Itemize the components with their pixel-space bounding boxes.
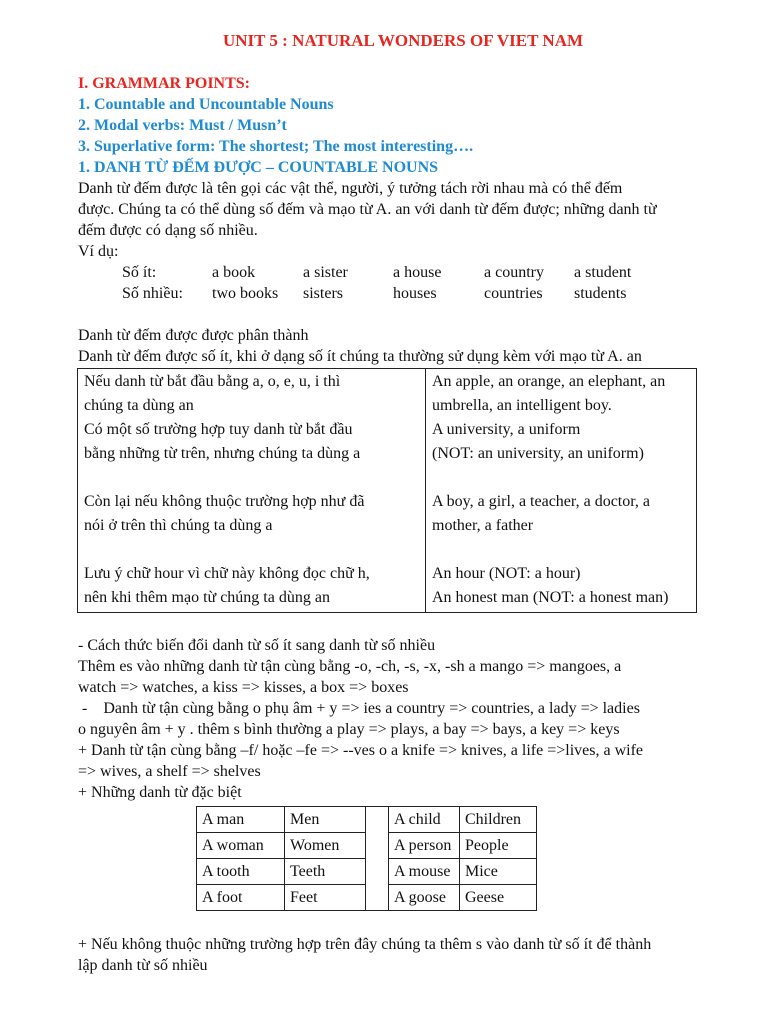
table-cell: A tooth	[197, 859, 285, 885]
table-row	[389, 833, 537, 859]
table-row	[389, 859, 537, 885]
example-cell: a country	[484, 264, 544, 281]
plural-rule-line: + Những danh từ đặc biệt	[78, 784, 242, 801]
example-cell: countries	[484, 285, 543, 302]
table-cell: A child	[389, 807, 460, 833]
example-cell: two books	[212, 285, 279, 302]
table-cell: Men	[285, 807, 366, 833]
table-row	[197, 859, 366, 885]
table-row	[197, 885, 366, 911]
example-cell: a student	[574, 264, 632, 281]
page-title: UNIT 5 : NATURAL WONDERS OF VIET NAM	[222, 31, 584, 50]
grammar-point: 3. Superlative form: The shortest; The most interesting….	[78, 138, 474, 155]
plural-rule-line: + Danh từ tận cùng bằng –f/ hoặc –fe => --ves o a knife => knives, a life =>lives, a wife	[78, 742, 643, 759]
table-cell: A mouse	[389, 859, 460, 885]
closing-line: + Nếu không thuộc những trường hợp trên đây chúng ta thêm s vào danh từ số ít để thành	[78, 936, 652, 953]
plural-rule-line: - Cách thức biến đổi danh từ số ít sang danh từ số nhiều	[78, 637, 436, 654]
rule-line: nói ở trên thì chúng ta dùng a	[84, 517, 273, 534]
closing-line: lập danh từ số nhiều	[78, 957, 208, 974]
irregular-table-left	[196, 806, 366, 911]
classify-line: Danh từ đếm được được phân thành	[78, 327, 309, 344]
intro-line: Danh từ đếm được là tên gọi các vật thể, người, ý tưởng tách rời nhau mà có thể đếm	[78, 180, 623, 197]
table-cell: Feet	[285, 885, 366, 911]
examples-plural-row	[122, 283, 718, 304]
example-cell: a book	[212, 264, 256, 281]
irregular-nouns-tables	[196, 806, 718, 911]
example-cell: students	[574, 285, 627, 302]
plural-rule-line: o nguyên âm + y . thêm s bình thường a play => plays, a bay => bays, a key => keys	[78, 721, 620, 738]
intro-line: đếm được có dạng số nhiều.	[78, 222, 258, 239]
table-cell: Geese	[460, 885, 537, 911]
table-row	[389, 807, 537, 833]
table-cell: A man	[197, 807, 285, 833]
table-row	[389, 885, 537, 911]
table-row	[197, 807, 366, 833]
rule-line: chúng ta dùng an	[84, 397, 194, 414]
example-cell: a house	[393, 264, 442, 281]
example-cell: Số nhiều:	[122, 285, 183, 302]
example-line: An apple, an orange, an elephant, an	[432, 373, 666, 390]
rule-line: Có một số trường hợp tuy danh từ bắt đầu	[84, 421, 353, 438]
example-label: Ví dụ:	[78, 243, 119, 260]
section-heading: 1. DANH TỪ ĐẾM ĐƯỢC – COUNTABLE NOUNS	[78, 159, 439, 176]
table-cell: Women	[285, 833, 366, 859]
example-line: umbrella, an intelligent boy.	[432, 397, 612, 414]
grammar-point: 2. Modal verbs: Must / Musn’t	[78, 117, 287, 134]
rules-left-cell	[78, 369, 426, 613]
table-separator	[366, 806, 389, 911]
table-row	[197, 833, 366, 859]
rule-line: bằng những từ trên, nhưng chúng ta dùng a	[84, 445, 361, 462]
example-line: mother, a father	[432, 517, 534, 534]
grammar-heading: I. GRAMMAR POINTS:	[78, 75, 250, 92]
example-line: An honest man (NOT: a honest man)	[432, 589, 669, 606]
rule-line: nên khi thêm mạo từ chúng ta dùng an	[84, 589, 330, 606]
rule-line: Nếu danh từ bắt đầu bằng a, o, e, u, i thì	[84, 373, 341, 390]
table-cell: A goose	[389, 885, 460, 911]
example-cell: houses	[393, 285, 437, 302]
table-cell: Teeth	[285, 859, 366, 885]
grammar-point: 1. Countable and Uncountable Nouns	[78, 96, 334, 113]
irregular-table-right	[388, 806, 537, 911]
plural-rule-line: => wives, a shelf => shelves	[78, 763, 261, 780]
plural-rule-line: - Danh từ tận cùng bằng o phụ âm + y => ies a country => countries, a lady => ladies	[78, 700, 640, 717]
example-cell: Số ít:	[122, 264, 157, 281]
plural-rule-line: Thêm es vào những danh từ tận cùng bằng -o, -ch, -s, -x, -sh a mango => mangoes, a	[78, 658, 622, 675]
rules-right-cell	[426, 369, 697, 613]
rule-line: Lưu ý chữ hour vì chữ này không đọc chữ h,	[84, 565, 370, 582]
table-cell: A woman	[197, 833, 285, 859]
example-line: (NOT: an university, an uniform)	[432, 445, 644, 462]
table-cell: A foot	[197, 885, 285, 911]
example-cell: sisters	[303, 285, 343, 302]
document-page	[78, 30, 718, 976]
example-line: An hour (NOT: a hour)	[432, 565, 581, 582]
table-cell: Mice	[460, 859, 537, 885]
example-line: A boy, a girl, a teacher, a doctor, a	[432, 493, 651, 510]
intro-line: được. Chúng ta có thể dùng số đếm và mạo từ A. an với danh từ đếm được; những danh từ	[78, 201, 657, 218]
rule-line: Còn lại nếu không thuộc trường hợp như đã	[84, 493, 365, 510]
table-cell: People	[460, 833, 537, 859]
classify-line: Danh từ đếm được số ít, khi ở dạng số ít chúng ta thường sử dụng kèm với mạo từ A. an	[78, 348, 642, 365]
example-line: A university, a uniform	[432, 421, 581, 438]
plural-rule-line: watch => watches, a kiss => kisses, a box => boxes	[78, 679, 409, 696]
examples-singular-row	[122, 262, 718, 283]
example-cell: a sister	[303, 264, 348, 281]
table-cell: Children	[460, 807, 537, 833]
article-rules-table	[77, 368, 697, 613]
table-cell: A person	[389, 833, 460, 859]
